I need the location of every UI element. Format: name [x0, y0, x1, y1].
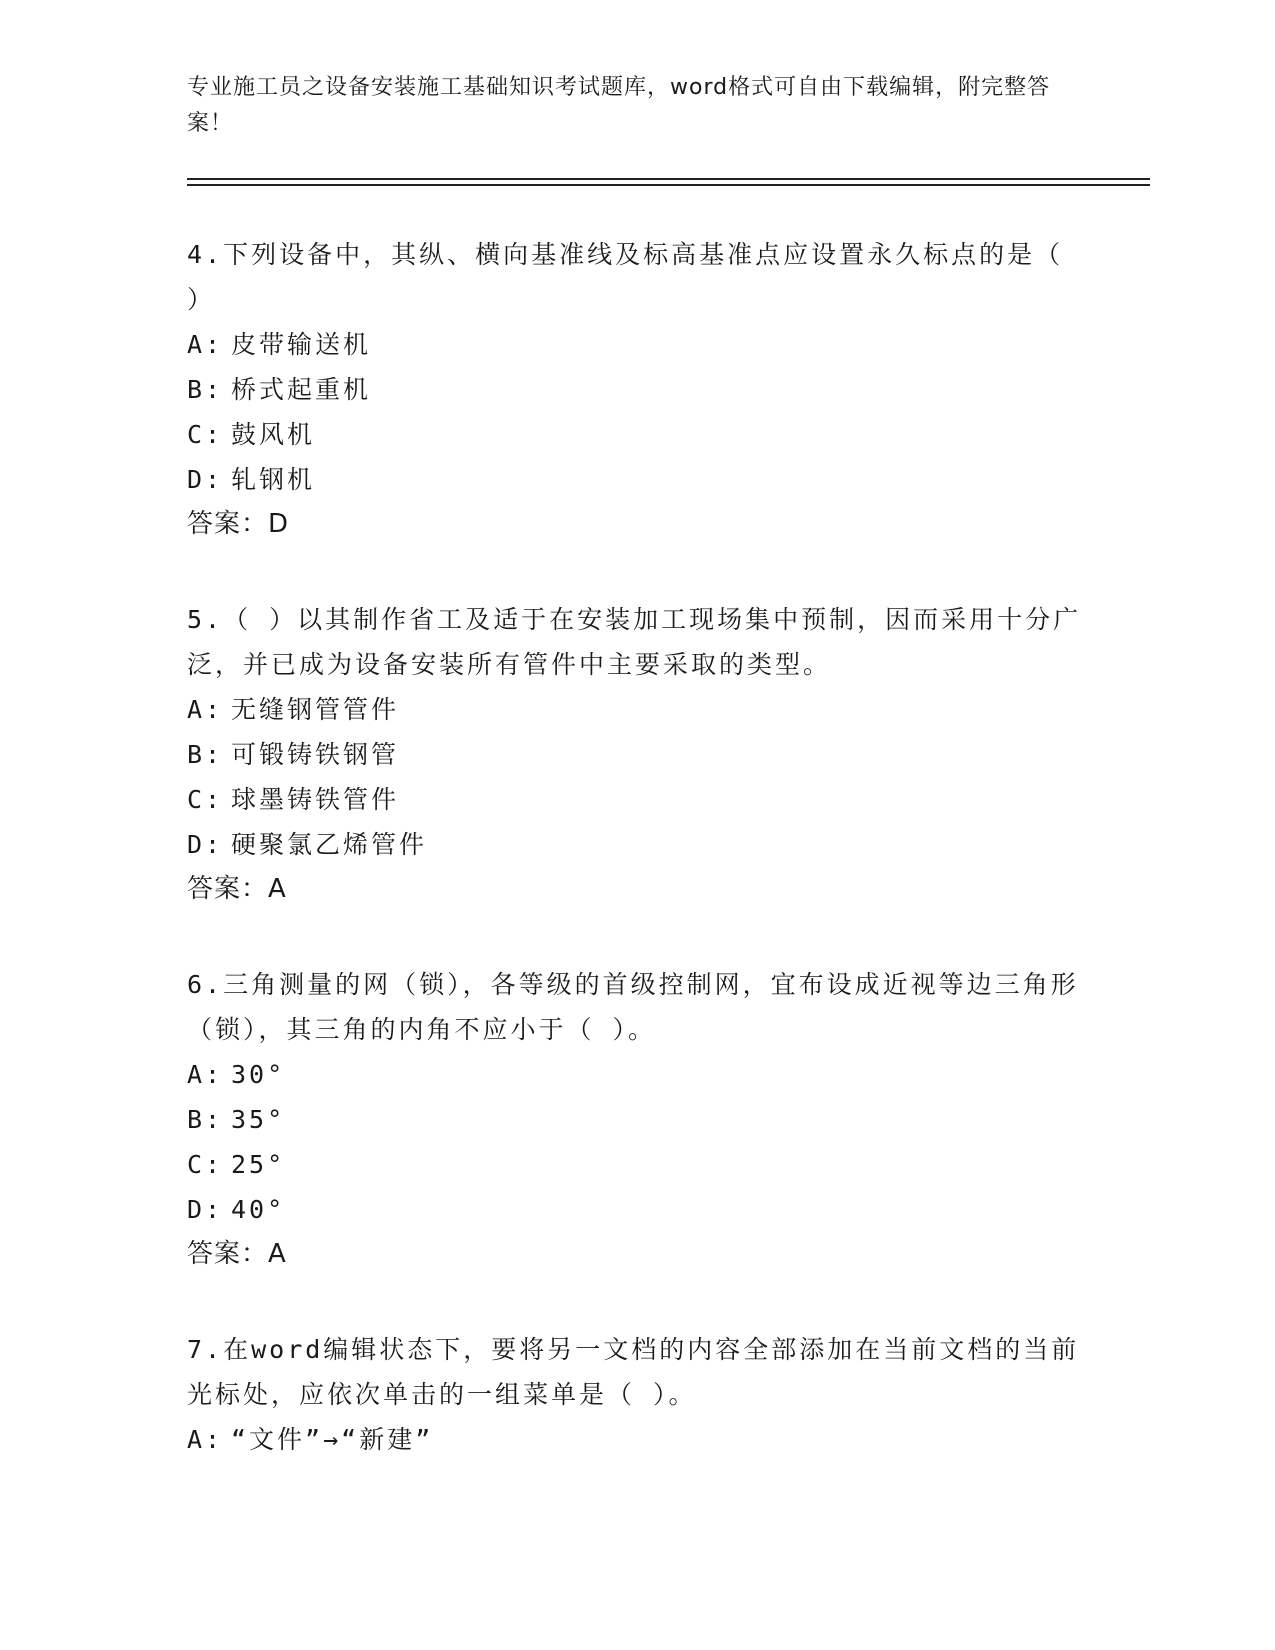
option-b [187, 1097, 1087, 1142]
option-d [187, 1187, 1087, 1232]
question-4 [187, 232, 1087, 547]
option-letter: D: [187, 830, 224, 859]
option-d [187, 822, 1087, 867]
option-letter: C: [187, 420, 224, 449]
option-letter: A: [187, 695, 224, 724]
option-text: 25° [231, 1150, 286, 1179]
option-c [187, 1142, 1087, 1187]
option-letter: D: [187, 465, 224, 494]
answer-line: 答案：A [187, 1239, 287, 1269]
header-divider-top [187, 178, 1150, 180]
question-7 [187, 1327, 1087, 1462]
header-divider-bottom [187, 184, 1150, 186]
option-text: “文件”→“新建” [231, 1425, 434, 1454]
option-a [187, 1052, 1087, 1097]
option-text: 轧钢机 [231, 465, 316, 494]
option-letter: A: [187, 330, 224, 359]
option-text: 30° [231, 1060, 286, 1089]
question-stem: 5.（ ）以其制作省工及适于在安装加工现场集中预制，因而采用十分广泛，并已成为设备安装所有管件中主要采取的类型。 [187, 605, 1082, 679]
option-c [187, 777, 1087, 822]
option-a [187, 687, 1087, 732]
question-6 [187, 962, 1087, 1277]
option-text: 40° [231, 1195, 286, 1224]
option-letter: B: [187, 1105, 224, 1134]
option-text: 无缝钢管管件 [231, 695, 400, 724]
option-letter: A: [187, 1425, 224, 1454]
option-b [187, 367, 1087, 412]
option-text: 球墨铸铁管件 [231, 785, 400, 814]
option-d [187, 457, 1087, 502]
option-text: 可锻铸铁钢管 [231, 740, 400, 769]
option-text: 桥式起重机 [231, 375, 372, 404]
document-header: 专业施工员之设备安装施工基础知识考试题库，word格式可自由下载编辑，附完整答案！ [187, 75, 1051, 136]
option-text: 皮带输送机 [231, 330, 372, 359]
option-letter: C: [187, 1150, 224, 1179]
option-a [187, 322, 1087, 367]
question-stem: 6.三角测量的网（锁），各等级的首级控制网，宜布设成近视等边三角形（锁），其三角的内角不应小于（ ）。 [187, 970, 1079, 1044]
option-letter: A: [187, 1060, 224, 1089]
option-text: 鼓风机 [231, 420, 316, 449]
answer-line: 答案：D [187, 509, 290, 539]
question-stem: 7.在word编辑状态下，要将另一文档的内容全部添加在当前文档的当前光标处，应依次单击的一组菜单是（ ）。 [187, 1335, 1080, 1409]
option-letter: D: [187, 1195, 224, 1224]
option-letter: B: [187, 375, 224, 404]
question-stem: 4.下列设备中，其纵、横向基准线及标高基准点应设置永久标点的是（ ） [187, 240, 1064, 314]
option-text: 35° [231, 1105, 286, 1134]
option-letter: C: [187, 785, 224, 814]
option-letter: B: [187, 740, 224, 769]
option-text: 硬聚氯乙烯管件 [231, 830, 428, 859]
option-c [187, 412, 1087, 457]
option-a [187, 1417, 1087, 1462]
answer-line: 答案：A [187, 874, 287, 904]
question-5 [187, 597, 1087, 912]
option-b [187, 732, 1087, 777]
